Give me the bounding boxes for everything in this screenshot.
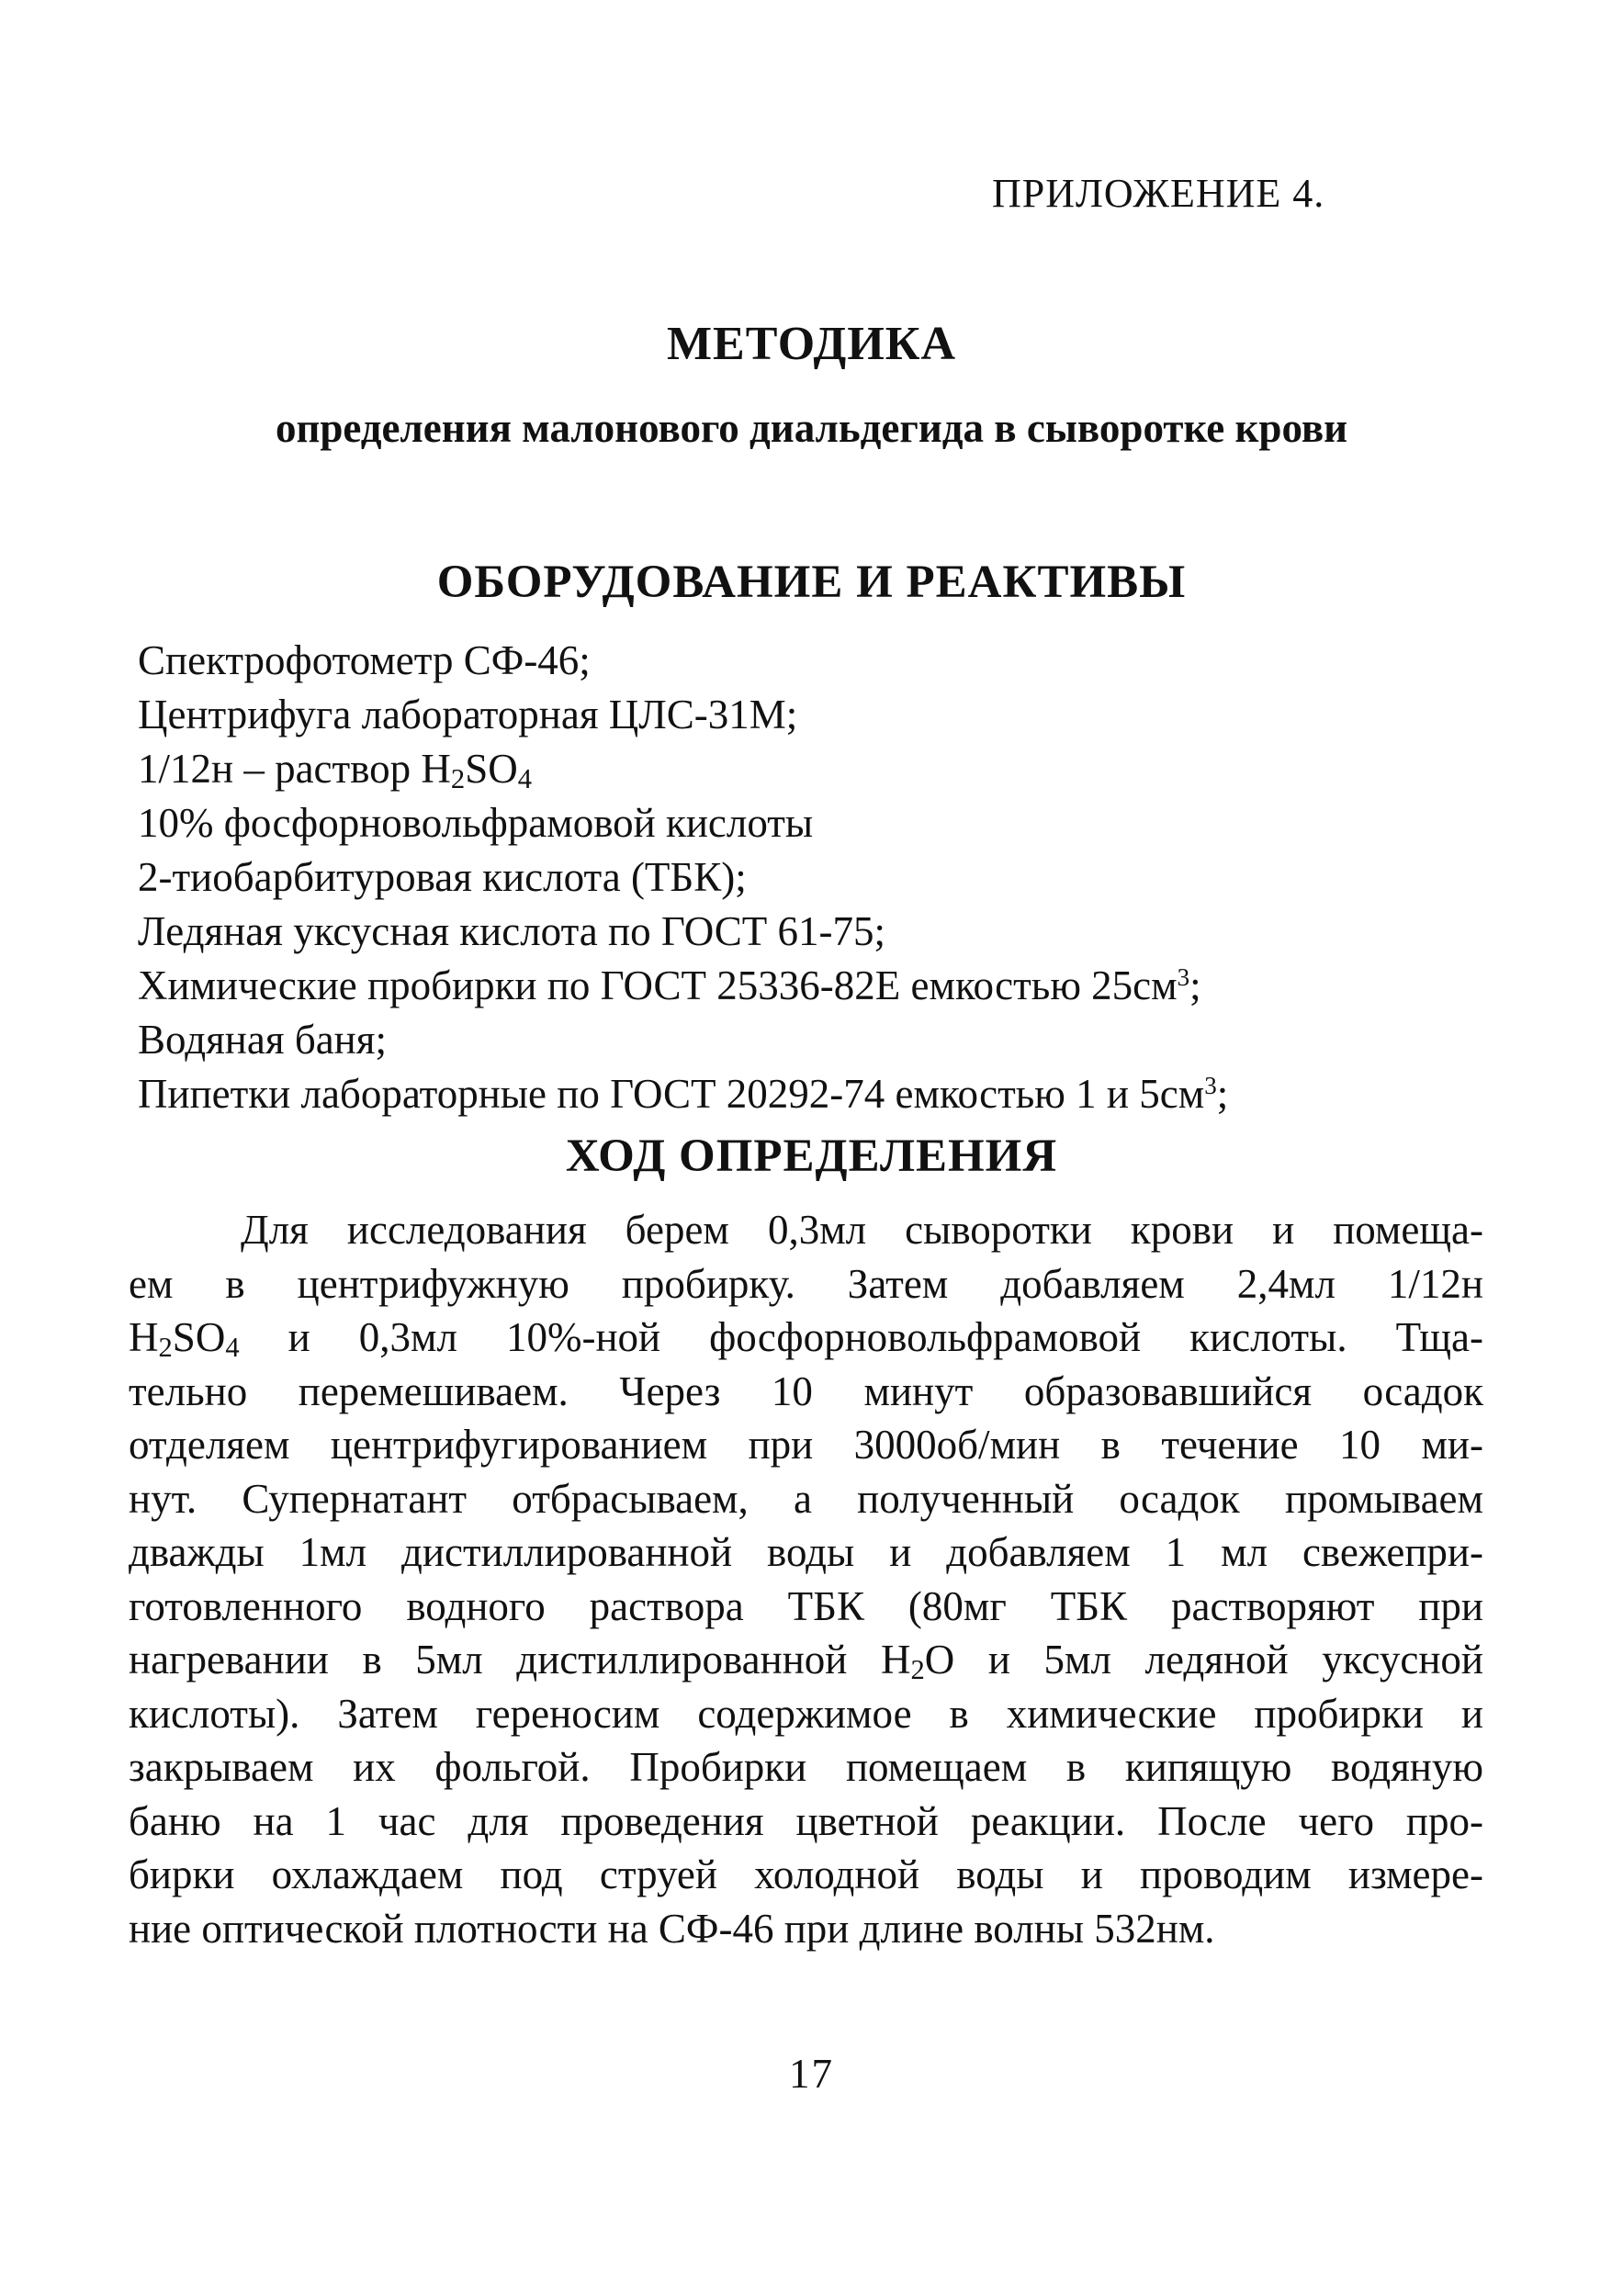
equipment-item: Пипетки лабораторные по ГОСТ 20292-74 емкостью 1 и $5см^3$;: [138, 1071, 1229, 1117]
procedure-line: Для исследования берем 0,3мл сыворотки крови и помеща-: [241, 1207, 1483, 1253]
procedure-line: баню на 1 час для проведения цветной реакции. После чего про-: [129, 1797, 1483, 1844]
equipment-item: Спектрофотометр СФ-46;: [138, 637, 591, 683]
procedure-line: $H_2SO_4$ и 0,3мл 10%-ной фосфорновольфрамовой кислоты. Тща-: [129, 1314, 1483, 1364]
procedure-line: ем в центрифужную пробирку. Затем добавляем 2,4мл 1/12н: [129, 1260, 1483, 1307]
page-number: 17: [789, 2051, 834, 2097]
equipment-item: 2-тиобарбитуровая кислота (ТБК);: [138, 854, 747, 900]
procedure-line: бирки охлаждаем под струей холодной воды и проводим измере-: [129, 1851, 1483, 1897]
document-subtitle: определения малонового диальдегида в сыворотке крови: [275, 405, 1348, 451]
procedure-line: ние оптической плотности на СФ-46 при длине волны 532нм.: [129, 1905, 1215, 1952]
equipment-item: Химические пробирки по ГОСТ 25336-82Е емкостью $25см^3$;: [138, 962, 1201, 1008]
equipment-heading: ОБОРУДОВАНИЕ И РЕАКТИВЫ: [436, 557, 1187, 608]
equipment-item: 1/12н – раствор $H_2SO_4$: [138, 746, 533, 795]
procedure-line: нут. Супернатант отбрасываем, а полученный осадок промываем: [129, 1475, 1483, 1522]
equipment-item: 10% фосфорновольфрамовой кислоты: [138, 800, 814, 846]
procedure-line: дважды 1мл дистиллированной воды и добавляем 1 мл свежепри-: [129, 1529, 1483, 1575]
procedure-line: тельно перемешиваем. Через 10 минут образовавшийся осадок: [129, 1367, 1483, 1414]
procedure-line: готовленного водного раствора ТБК (80мг ТБК растворяют при: [129, 1582, 1483, 1629]
equipment-item: Центрифуга лабораторная ЦЛС-31М;: [138, 692, 798, 737]
appendix-label: ПРИЛОЖЕНИЕ 4.: [992, 171, 1325, 216]
equipment-item: Ледяная уксусная кислота по ГОСТ 61-75;: [138, 908, 886, 954]
procedure-heading: ХОД ОПРЕДЕЛЕНИЯ: [565, 1131, 1058, 1182]
procedure-line: кислоты). Затем гереносим содержимое в химические пробирки и: [129, 1690, 1483, 1737]
document-title: МЕТОДИКА: [666, 318, 957, 370]
procedure-paragraph: [129, 1203, 1483, 1955]
procedure-line: закрываем их фольгой. Пробирки помещаем в кипящую водяную: [129, 1744, 1483, 1790]
procedure-line: отделяем центрифугированием при 3000об/мин в течение 10 ми-: [129, 1422, 1483, 1468]
equipment-item: Водяная баня;: [138, 1017, 387, 1063]
procedure-line: нагревании в 5мл дистиллированной $H_2O$ и 5мл ледяной уксусной: [129, 1637, 1483, 1686]
equipment-list: [138, 634, 1516, 1121]
